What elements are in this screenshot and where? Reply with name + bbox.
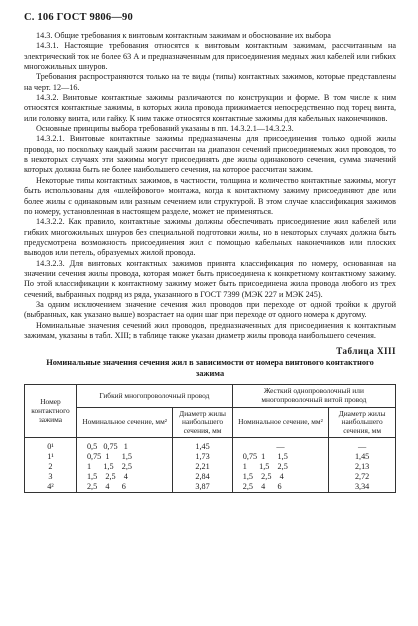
paragraph: 14.3.2.3. Для винтовых контактных зажимов принята классификация по номеру, основанная на значении сечения жилы провода, которая может быть присоединена к конкретному контактному зажиму. По этой классификации к контактному зажиму может быть присоединена жила провода любого из трех сечений, выбранных подряд из ряда, указанного в ГОСТ 7399 (МЭК 227 и МЭК 245). [24,258,396,299]
flex-sizes: 1 1,5 2,5 [76,462,172,472]
table-row [25,472,396,482]
paragraph: 14.3.2. Винтовые контактные зажимы различаются по конструкции и форме. В том числе к ним относятся контактные зажимы, в которых жила провода прижимается непосредственно под торец винта, или головку винта, или гайку. К ним также относятся контактные зажимы для кабельных наконечников. [24,93,396,123]
rigid-sizes: 2,5 4 6 [232,482,328,493]
row-number: 4² [25,482,77,493]
rigid-diameter: 1,45 [329,452,396,462]
flex-diameter: 3,87 [173,482,232,493]
group-header-flexible: Гибкий многопроволочный провод [76,385,232,407]
col-header-flex-diameter: Диаметр жилы наибольшего сечения, мм [173,407,232,438]
flex-diameter: 1,45 [173,438,232,453]
col-header-number: Номер контактного зажима [25,385,77,438]
flex-sizes: 1,5 2,5 4 [76,472,172,482]
row-number: 3 [25,472,77,482]
paragraph: Некоторые типы контактных зажимов, в частности, толщина и количество контактные зажимы, могут быть использованы для «шлейфового» монтажа, когда к контактному зажиму присоединяют две или более жилы с одинаковым или разным сечением или структурой. В этом случае классификация зажимов по номеру, установленная в настоящем разделе, может не применяться. [24,175,396,216]
paragraph: 14.3.1. Настоящие требования относятся к винтовым контактным зажимам, рассчитанным на электрический ток не более 63 А и предназначенным для присоединения медных жил кабелей или гибких многожильных шнуров. [24,41,396,72]
rigid-diameter: 3,34 [329,482,396,493]
rigid-sizes: — [232,438,328,453]
col-header-flex-nominal: Номинальное сечение, мм² [76,407,172,438]
paragraph: 14.3.2.2. Как правило, контактные зажимы должны обеспечивать присоединение жил кабелей или гибких многожильных шнуров без специальной подготовки жилы, но в некоторых случаях должна быть предусмотрена возможность присоединения жил с помощью кабельных наконечников или плоских выводов или петель, образуемых жилой провода. [24,217,396,258]
rigid-diameter: 2,72 [329,472,396,482]
rigid-diameter: — [329,438,396,453]
flex-sizes: 0,5 0,75 1 [76,438,172,453]
flex-sizes: 0,75 1 1,5 [76,452,172,462]
group-header-rigid: Жесткий однопроволочный или многопроволочный витой провод [232,385,395,407]
rigid-sizes: 1 1,5 2,5 [232,462,328,472]
paragraph: 14.3. Общие требования к винтовым контактным зажимам и обоснование их выбора [36,31,331,40]
rigid-sizes: 0,75 1 1,5 [232,452,328,462]
cross-section-table [24,384,396,493]
row-number: 1¹ [25,452,77,462]
table-label: Таблица XIII [336,346,396,357]
table-row [25,462,396,472]
table-title: Номинальные значения сечения жил в зависимости от номера винтового контактного зажима [46,358,374,378]
table-row [25,482,396,493]
flex-sizes: 2,5 4 6 [76,482,172,493]
paragraph: Требования распространяются только на те виды (типы) контактных зажимов, которые представлены на черт. 12—16. [24,72,396,92]
row-number: 2 [25,462,77,472]
paragraph: Основные принципы выбора требований указаны в пп. 14.3.2.1—14.3.2.3. [36,124,294,134]
body-text [24,31,396,341]
col-header-rigid-diameter: Диаметр жилы наибольшего сечения, мм [329,407,396,438]
paragraph: 14.3.2.1. Винтовые контактные зажимы предназначены для присоединения только одной жилы провода, но поскольку каждый зажим рассчитан на диапазон сечений присоединяемых жил проводов, то в некоторых случаях эти зажимы могут присоединять две жилы одинакового сечения, сумма значений которых должна быть не более наибольшего сечения, на которое рассчитан зажим. [24,134,396,175]
col-header-rigid-nominal: Номинальное сечение, мм² [232,407,328,438]
table-row [25,452,396,462]
row-number: 0¹ [25,438,77,453]
page-header: С. 106 ГОСТ 9806—90 [24,12,133,23]
paragraph: За одним исключением значение сечения жил проводов при переходе от одной тройки к другой (выбранных, как указано выше) возрастает на один шаг при переходе от одного номера к другому. [24,299,396,320]
rigid-sizes: 1,5 2,5 4 [232,472,328,482]
rigid-diameter: 2,13 [329,462,396,472]
paragraph: Номинальные значения сечений жил проводов, предназначенных для присоединения к контактным зажимам, указаны в табл. XIII; в таблице также указан диаметр жилы провода наибольшего сечения. [24,320,396,340]
flex-diameter: 1,73 [173,452,232,462]
flex-diameter: 2,84 [173,472,232,482]
flex-diameter: 2,21 [173,462,232,472]
table-row [25,438,396,453]
